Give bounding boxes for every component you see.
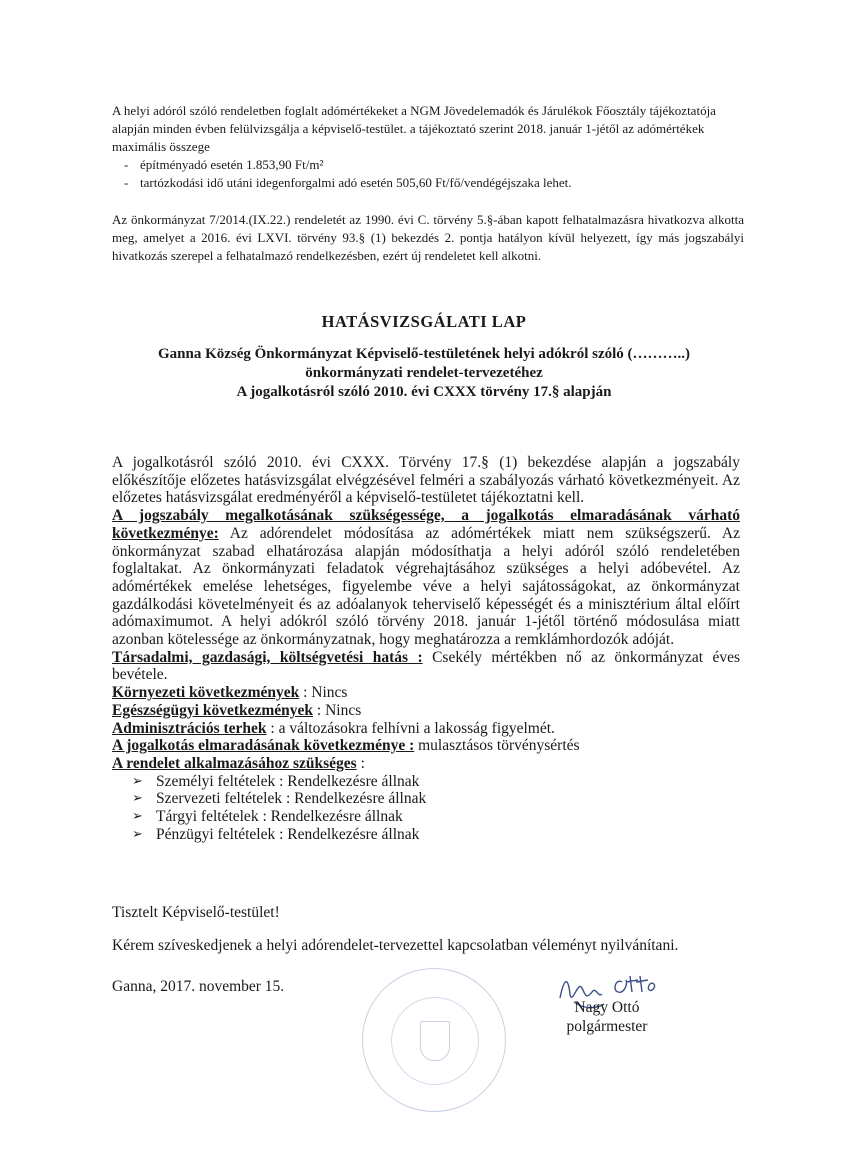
subtitle-line-3: A jogalkotásról szóló 2010. évi CXXX törvény 17.§ alapján <box>236 384 612 400</box>
intro-paragraph: A helyi adóról szóló rendeletben foglalt adómértékeket a NGM Jövedelemadók és Járulékok Főosztály tájékoztatója alapján minden évben felülvizsgálja a képviselő-testület. a tájékoztató szerint 2018. január 1-jétől az adómértékek maximális összege <box>112 103 716 154</box>
environmental-paragraph <box>112 684 740 702</box>
list-item: - tartózkodási idő utáni idegenforgalmi adó esetén 505,60 Ft/fő/vendégéjszaka lehet. <box>112 174 752 192</box>
omission-paragraph <box>112 737 740 755</box>
requirements-suffix: : <box>356 754 365 772</box>
requirements-paragraph <box>112 755 740 773</box>
health-label: Egészségügyi következmények <box>112 701 314 719</box>
health-paragraph <box>112 702 740 720</box>
max-rates-list <box>112 156 752 192</box>
subtitle-line-2: önkormányzati rendelet-tervezetéhez <box>305 365 543 381</box>
admin-paragraph <box>112 720 740 738</box>
list-item: ➢ Tárgyi feltételek : Rendelkezésre állnak <box>112 808 740 826</box>
admin-label: Adminisztrációs terhek <box>112 719 267 737</box>
health-text: : Nincs <box>313 701 362 719</box>
admin-text: : a változásokra felhívni a lakosság figyelmét. <box>266 719 555 737</box>
authority-paragraph: Az önkormányzat 7/2014.(IX.22.) rendeletét az 1990. évi C. törvény 5.§-ában kapott felhatalmazásra hivatkozva alkotta meg, amelyet a 2016. évi LXVI. törvény 93.§ (1) bekezdés 2. pontja hatályon kívül helyezett, így más jogszabályi hivatkozás szerepel a felhatalmazó rendelkezésben, ezért új rendeletet kell alkotni. <box>112 212 744 263</box>
salutation: Tisztelt Képviselő-testület! <box>112 904 280 921</box>
list-item: - építményadó esetén 1.853,90 Ft/m² <box>112 156 752 174</box>
document-title: HATÁSVIZSGÁLATI LAP <box>321 312 527 331</box>
social-impact-text: Csekély mértékben nő az önkormányzat éves bevétele. <box>112 648 740 684</box>
requirements-list <box>112 773 740 844</box>
environmental-text: : Nincs <box>299 684 348 702</box>
social-impact-paragraph <box>112 649 740 684</box>
requirements-label: A rendelet alkalmazásához szükséges <box>112 754 357 772</box>
necessity-label: A jogszabály megalkotásának szükségessége, a jogalkotás elmaradásának várható következménye: <box>112 507 740 542</box>
list-item: ➢ Személyi feltételek : Rendelkezésre állnak <box>112 773 740 791</box>
necessity-text: Az adórendelet módosítása az adómértékek miatt nem szükségszerű. Az önkormányzat szabad elhatározása alapján módosíthatja a helyi adóról szóló rendeletében foglaltakat. Az önkormányzati feladatok végrehajtásához szükséges a helyi adóbevétel. Az adómértékek emelése lehetséges, figyelembe véve a helyi sajátosságokat, az önkormányzat gazdálkodási követelményeit és az adóalanyok teherviselő képességét és a minisztérium által előírt adómaximumot. A helyi adókról szóló törvény 2018. január 1-jétől történő módosulása miatt azonban kötelessége az önkormányzatnak, hogy meghatározza a remklámhordozók adóját. <box>112 524 740 649</box>
subtitle-line-1: Ganna Község Önkormányzat Képviselő-testületének helyi adókról szóló (………..) <box>157 346 691 362</box>
official-stamp <box>362 968 506 1112</box>
coat-of-arms-icon <box>420 1021 450 1061</box>
document-subtitle <box>0 345 848 402</box>
list-item: ➢ Szervezeti feltételek : Rendelkezésre állnak <box>112 790 740 808</box>
omission-text: mulasztásos törvénysértés <box>414 737 580 755</box>
place-date: Ganna, 2017. november 15. <box>112 978 285 995</box>
necessity-paragraph <box>112 507 740 649</box>
social-impact-label: Társadalmi, gazdasági, költségvetési hatás : <box>112 648 423 666</box>
environmental-label: Környezeti következmények <box>112 684 300 702</box>
signatory-position: polgármester <box>566 1018 648 1035</box>
signatory-block <box>562 998 652 1036</box>
signatory-name: Nagy Ottó <box>574 999 640 1016</box>
list-item: ➢ Pénzügyi feltételek : Rendelkezésre állnak <box>112 826 740 844</box>
omission-label: A jogalkotás elmaradásának következménye : <box>112 737 415 755</box>
assessment-body <box>112 454 740 843</box>
request-text: Kérem szíveskedjenek a helyi adórendelet-tervezettel kapcsolatban véleményt nyilvánítani. <box>112 937 679 954</box>
intro-legal-paragraph: A jogalkotásról szóló 2010. évi CXXX. Törvény 17.§ (1) bekezdése alapján a jogszabály előkészítője előzetes hatásvizsgálat elvégzésével felméri a szabályozás várható következményeit. Az előzetes hatásvizsgálat eredményéről a képviselő-testületet tájékoztatni kell. <box>112 454 740 507</box>
intro-section <box>112 102 752 192</box>
